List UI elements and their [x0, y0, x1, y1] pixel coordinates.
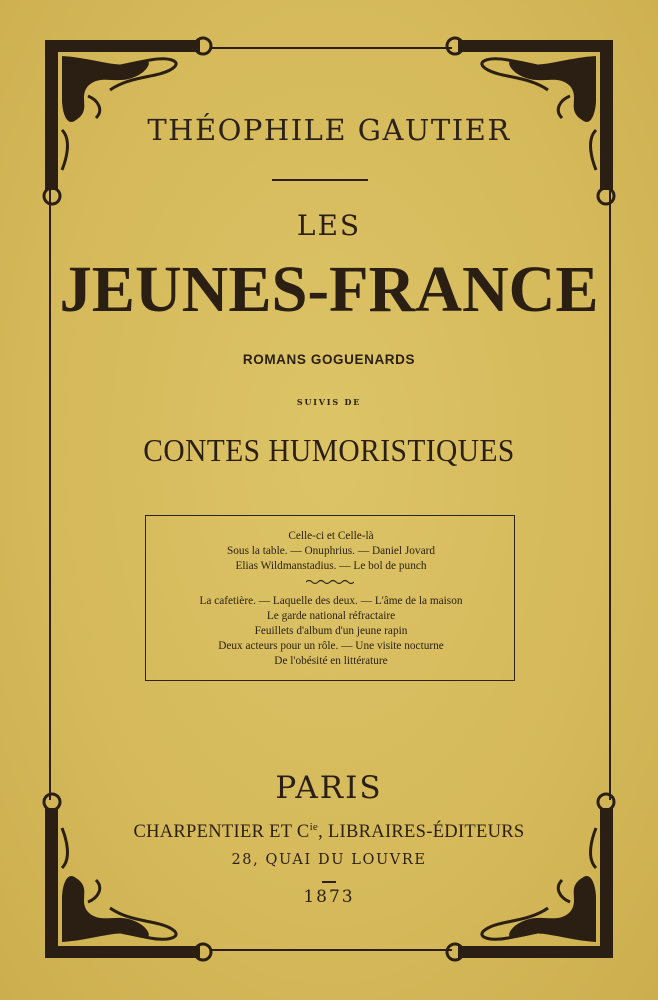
book-title: JEUNES-FRANCE [59, 253, 599, 326]
imprint-address: 28, QUAI DU LOUVRE [231, 852, 427, 868]
second-title: CONTES HUMORISTIQUES [143, 432, 515, 468]
publisher-name: CHARPENTIER ET C [133, 822, 310, 843]
imprint-publisher [0, 821, 658, 843]
contents-line: Deux acteurs pour un rôle. — Une visite nocturne [218, 640, 444, 652]
imprint-city: PARIS [275, 770, 383, 806]
corner-ornament-bottom-left [44, 794, 211, 960]
suivis-de: SUIVIS DE [296, 397, 362, 407]
contents-box [145, 515, 515, 681]
tilde-ornament [306, 579, 354, 585]
year-rule [322, 881, 336, 883]
contents-line: Le garde national réfractaire [266, 610, 396, 622]
contents-line: De l'obésité en littérature [274, 655, 388, 667]
publisher-superscript: ie [309, 821, 319, 833]
author-name: THÉOPHILE GAUTIER [147, 113, 511, 147]
contents-line: Elias Wildmanstadius. — Le bol de punch [235, 560, 427, 572]
contents-line: Sous la table. — Onuphrius. — Daniel Jovard [226, 545, 436, 557]
contents-line: La cafetière. — Laquelle des deux. — L'âme de la maison [199, 595, 463, 607]
contents-line: Feuillets d'album d'un jeune rapin [254, 625, 408, 637]
subtitle: ROMANS GOGUENARDS [242, 352, 416, 367]
contents-line: Celle-ci et Celle-là [288, 530, 374, 542]
title-article: LES [296, 209, 362, 242]
publisher-role: , LIBRAIRES-ÉDITEURS [318, 822, 525, 843]
imprint-year: 1873 [303, 887, 355, 907]
corner-ornament-bottom-right [447, 794, 614, 960]
divider-rule [272, 179, 368, 181]
